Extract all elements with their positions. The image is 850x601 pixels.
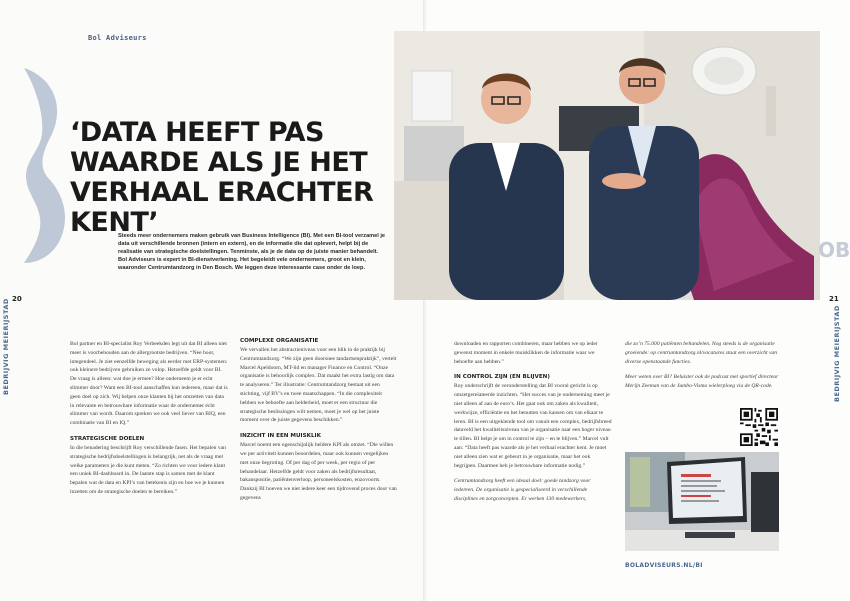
page-number-left: 20 — [12, 295, 22, 303]
headline: ‘DATA HEEFT PAS WAARDE ALS JE HET VERHAAL ERACHTER KENT’ — [70, 117, 374, 238]
paragraph: Centrumtandzorg heeft een ideaal doel: goede tandzorg voor iedereen. De organisatie is gespecialiseerd in verschillende disciplines en zorgconcepten. Er werken 130 medewerkers, — [454, 478, 591, 502]
paragraph: Marcel noemt een ogenschijnlijk heldere KPI als omzet. “Die willen we per activiteit kunnen beoordelen, maar ook kunnen vergelijken met onze begroting. Of per dag of per week, per regio of per behandelaar. Hetzelfde geldt voor zaken als bedrijfsresultaat, bakanspositie, patiëntenverloop, personeelskosten, enzovoorts. Dankzij BI hoeven we niet iedere keer een tijdrovend proces door van gegevens — [240, 442, 397, 501]
intro-paragraph: Steeds meer ondernemers maken gebruik van Business Intelligence (BI). Met een BI-tool verzamel je data uit verschillende bronnen (intern en extern), en de informatie die dat oplevert, helpt bij de realisatie van strategische doelstellingen. Tenminste, als je de data op de juiste manier behandelt. Bol Adviseurs is expert in BI-dienstverlening. Het begeleidt vele ondernemers, groot en klein, waaronder Centrumtandzorg in Den Bosch. We leggen deze interessante case onder de loep. — [118, 233, 386, 271]
subheading: INZICHT IN EEN MUISKLIK — [240, 433, 321, 440]
subheading: STRATEGISCHE DOELEN — [70, 435, 145, 442]
paragraph: In die benadering beschrijft Roy verschillende fasen. Het bepalen van strategische bedrijfsdoelstellingen is belangrijk, net als de vraag met welke parameters je die kunt meten. “Zo richten we voor iedere klant een uniek BI-dashboard in. De laatste stap is samen met de klant bepalen wat de data en KPI’s van betekenis zijn en hoe we je kunnen inzetten om de strategische doelen te bereiken.” — [70, 444, 226, 495]
article-column-1 — [70, 340, 228, 497]
subheading: IN CONTROL ZIJN (EN BLIJVEN) — [454, 374, 550, 381]
article-column-2 — [240, 337, 398, 503]
paragraph: Bol partner en BI-specialist Roy Verbeekden legt uit dat BI alleen niet meer is voorbehouden aan de allergrootste bedrijven. “Nee hoor, integendeel. Je ziet eenzelfde beweging als eerder met ERP-systemen: ook kleinere bedrijven gebruiken ze volop. Hetzelfde geldt voor BI. De vraag is alleen: wat doe je ermee? Hoe onderneem je er echt slimmer door? Want een BI-tool aanschaffen kun iedereen, maar dat is geen doel op zich. Wij helpen onze klanten bij het omzetten van data in relevante en betrouwbare informatie waar de ondernemer écht slimmer van wordt. Daarom spreken we ook veel liever van BIQ, een combinatie van BI en IQ.” — [70, 341, 228, 427]
subheading: COMPLEXE ORGANISATIE — [240, 338, 319, 344]
hero-photo-illustration — [394, 31, 820, 300]
paragraph: Meer weten over BI? Beluister ook de podcast met sportief directeur Merijn Zeeman van de Jumbo-Visma wielerploeg via de QR-code. — [625, 374, 779, 390]
office-photo-illustration — [625, 452, 779, 551]
section-label: Bol Adviseurs — [88, 34, 147, 42]
page-number-right: 21 — [829, 295, 839, 303]
qr-code-icon[interactable] — [740, 408, 778, 446]
office-photo — [625, 452, 779, 551]
side-label-left: BEDRIJVIG MEIERIJSTAD — [2, 298, 10, 395]
paragraph: die zo’n 75.000 patiënten behandelen. Nog steeds is de organisatie groeiende: op centrumtandzorg.nl/vacatures staat een overzicht van diverse openstaande functies. — [625, 341, 778, 365]
paragraph: Roy onderschrijft de veronderstelling dat BI vooral gericht is op omzetgerelateerde inzichten. “Het succes van je onderneming meet je niet alleen af aan de euro’s. Het gaat ook om zaken als kwaliteit, werkwijze, efficiëntie en het benutten van kansen om van elkaar te leren. BI is een uitgekiende tool om vanuit een complex, bedrijfsbreed dataveld het kwaliteitsniveau van je organisatie naar een hoger niveau te tillen. BI helpt je om in control te zijn – en te blijven.” Marcel vult aan: “Data heeft pas waarde als je het verhaal erachter kent. Je moet niet alleen zien wat er gebeurt in je organisatie, maar het ook begrijpen. Daarmee heb je betrouwbare informatie nodig.” — [454, 383, 612, 469]
hero-photo — [394, 31, 820, 300]
edge-letter: OB — [818, 238, 850, 262]
paragraph: downloaden en rapporten combineren, maar hebben we op ieder gewenst moment in enkele muisklikken de informatie waar we behoefte aan hebben.” — [454, 341, 598, 365]
paragraph: We vervallen het abstractieniveau voor een blik in de praktijk bij Centrumtandzorg. “We zijn geen doorsnee tandartsenpraktijk”, vertelt Marcel Apeldoorn, MT-lid en manager Finance en Control. “Onze organisatie is behoorlijk complex. Dat maakt het extra lastig om data te analyseren.” Ter illustratie: Centrumtandzorg bestaat uit een stichting, vijf BV’s en twee maatschappen. “In die complexiteit hebben we behoefte aan helderheid, moet er een structuur die strategische beslissingen wilt nemen, moet je wel op het juiste moment over de juiste gegevens beschikken.” — [240, 347, 397, 424]
footer-link[interactable]: BOLADVISEURS.NL/BI — [625, 562, 703, 569]
side-label-right: BEDRIJVIG MEIERIJSTAD — [833, 305, 841, 402]
article-column-4 — [625, 340, 783, 391]
article-column-3 — [454, 340, 612, 504]
